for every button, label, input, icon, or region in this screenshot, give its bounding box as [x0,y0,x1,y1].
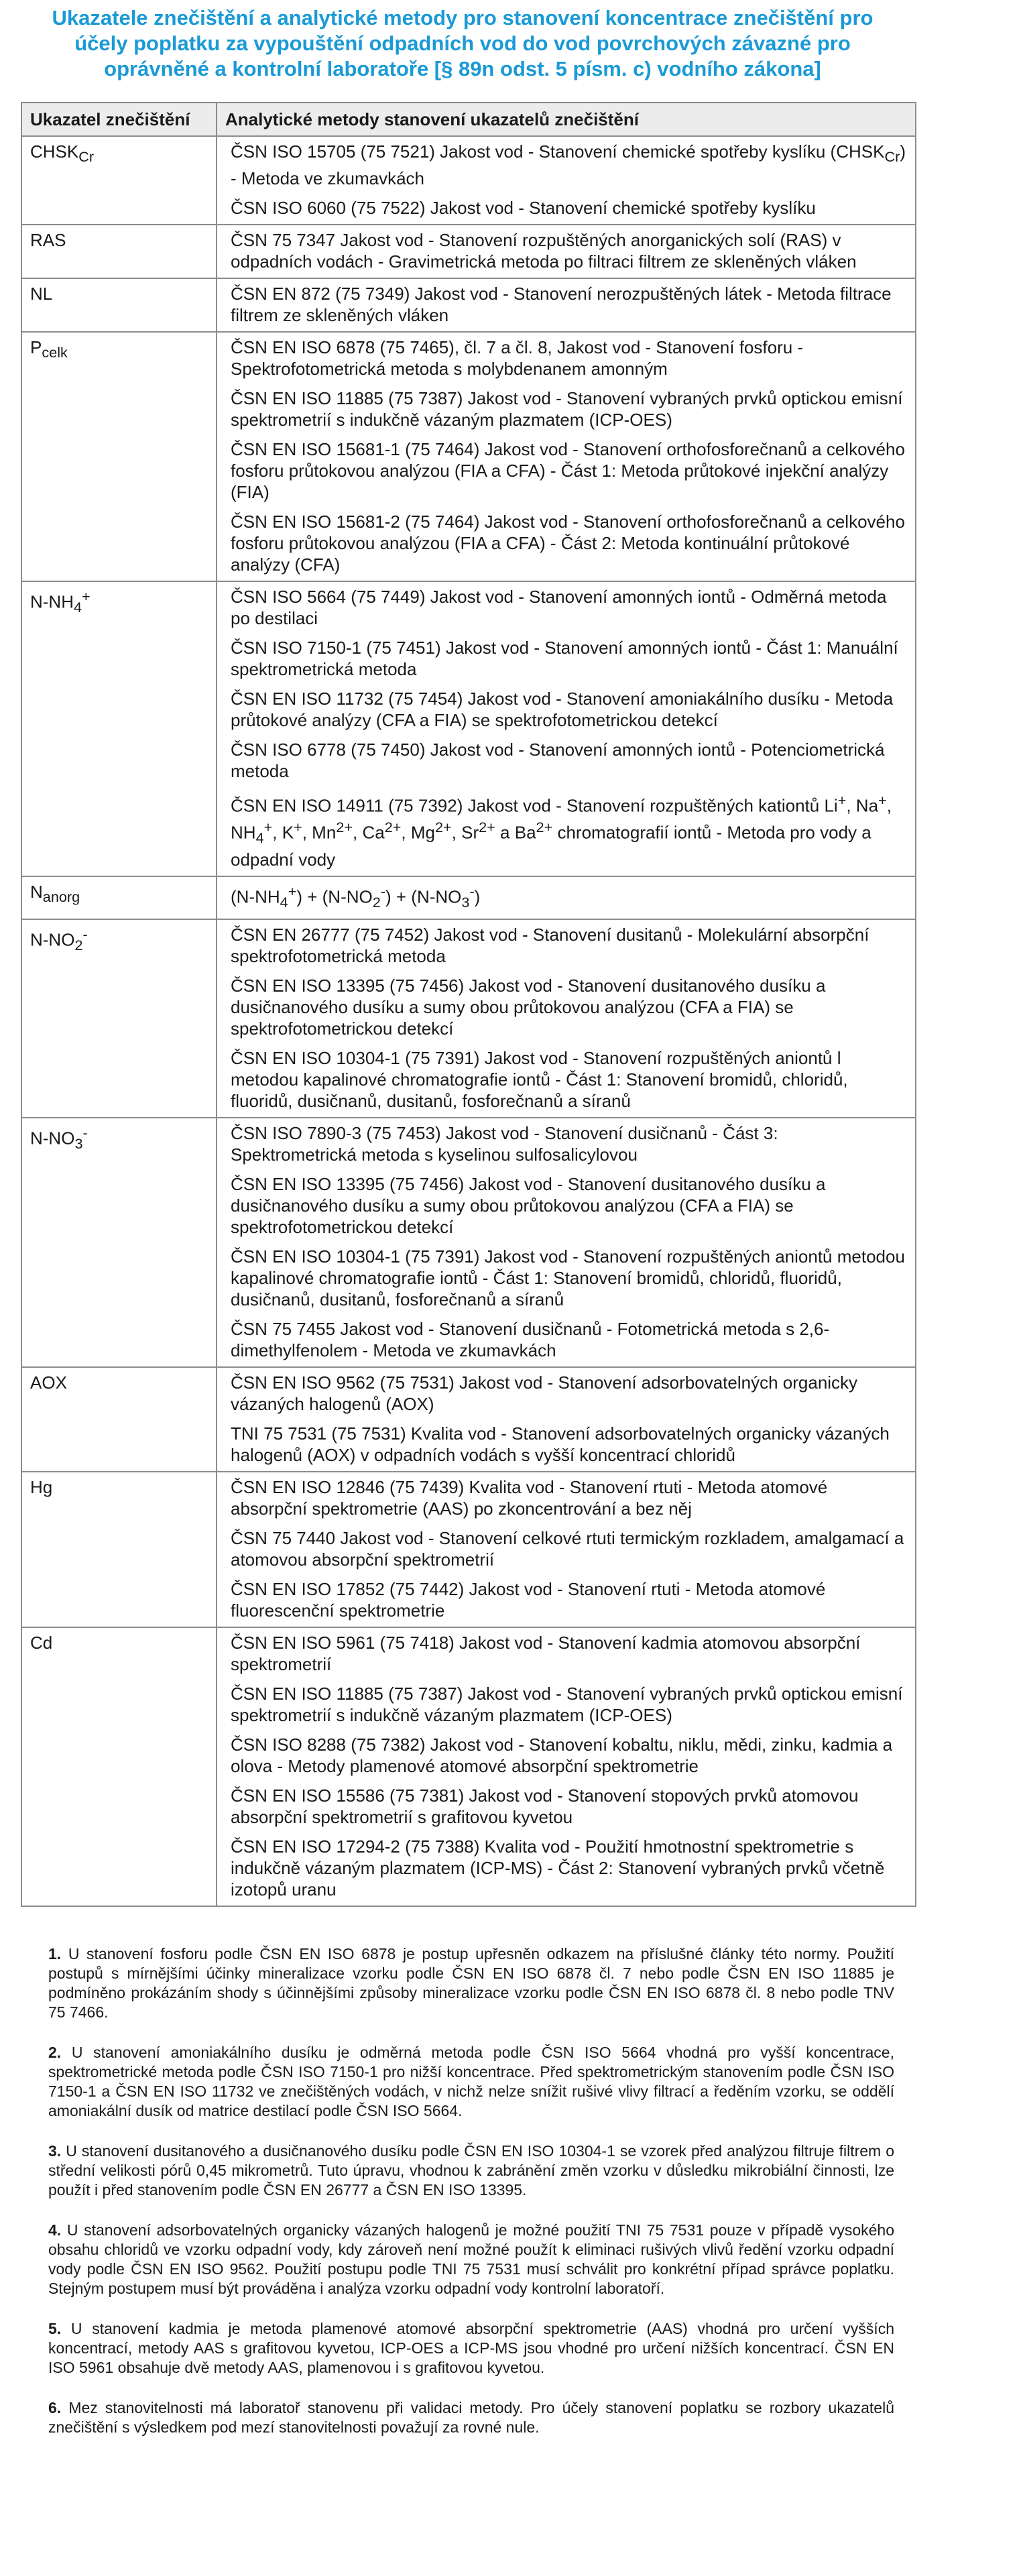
footnote-text: U stanovení amoniakálního dusíku je odměrná metoda podle ČSN ISO 5664 vhodná pro vyšší koncentrace, spektrometrické metoda podle ČSN ISO 7150-1 pro nižší koncentrace. Před spektrometrickým stanovením podle ČSN ISO 7150-1 a ČSN EN ISO 11732 ve znečištěných vodách, v nichž nelze snížit rušivé vlivy filtrací a ředěním vzorku, se oddělí amoniakální dusík od matrice destilací podle ČSN ISO 5664. [48,2044,894,2119]
method-entry: ČSN EN 872 (75 7349) Jakost vod - Stanovení nerozpuštěných látek - Metoda filtrace filtrem ze skleněných vláken [231,284,892,326]
footnotes [48,1944,894,2458]
indicator-cell: $N_{anorg}$ [21,876,217,919]
method-entry: ČSN 75 7347 Jakost vod - Stanovení rozpuštěných anorganických solí (RAS) v odpadních vodách - Gravimetrická metoda po filtraci filtrem ze skleněných vláken [231,230,857,272]
document-title: Ukazatele znečištění a analytické metody pro stanovení koncentrace znečištění pro účely poplatku za vypouštění odpadních vod do vod povrchových závazné pro oprávněné a kontrolní laboratoře [§ 89n odst. 5 písm. c) vodního zákona] [52,6,874,80]
methods-cell [217,1627,916,1906]
footnote [48,2319,894,2378]
method-entry: ČSN EN ISO 11885 (75 7387) Jakost vod - Stanovení vybraných prvků optickou emisní spektrometrií s indukčně vázaným plazmatem (ICP-OES) [231,1683,903,1725]
method-entry: ČSN ISO 6778 (75 7450) Jakost vod - Stanovení amonných iontů - Potenciometrická metoda [231,740,885,782]
table-row [21,225,916,278]
method-entry: ČSN ISO 7890-3 (75 7453) Jakost vod - Stanovení dusičnanů - Část 3: Spektrometrická metoda s kyselinou sulfosalicylovou [231,1122,778,1165]
methods-cell [217,278,916,332]
method-entry: ČSN ISO 7150-1 (75 7451) Jakost vod - Stanovení amonných iontů - Část 1: Manuální spektrometrická metoda [231,638,898,680]
methods-cell [217,1472,916,1627]
methods-table [21,102,916,1907]
table-body [21,136,916,1906]
method-entry: ČSN EN ISO 17294-2 (75 7388) Kvalita vod - Použití hmotnostní spektrometrie s indukčně vázaným plazmatem (ICP-MS) - Část 2: Stanovení vybraných prvků včetně izotopů uranu [231,1836,885,1899]
indicator-cell: NL [21,278,217,332]
method-entry: ČSN EN ISO 13395 (75 7456) Jakost vod - Stanovení dusitanového dusíku a dusičnanového dusíku a sumy obou průtokovou analýzou (CFA a FIA) se spektrofotometrickou detekcí [231,1173,826,1237]
footnote-number: 2. [48,2044,62,2061]
method-entry: ČSN EN ISO 17852 (75 7442) Jakost vod - Stanovení rtuti - Metoda atomové fluorescenční spektrometrie [231,1578,826,1621]
method-entry: ČSN ISO 5664 (75 7449) Jakost vod - Stanovení amonných iontů - Odměrná metoda po destilaci [231,587,887,629]
indicator-cell: $CHSK_{Cr}$ [21,136,217,225]
indicator-cell: Hg [21,1472,217,1627]
method-entry: TNI 75 7531 (75 7531) Kvalita vod - Stanovení adsorbovatelných organicky vázaných halogenů (AOX) v odpadních vodách s vyšší koncentrací chloridů [231,1423,890,1465]
method-entry: ČSN EN ISO 15586 (75 7381) Jakost vod - Stanovení stopových prvků atomovou absorpční spektrometrií s grafitovou kyvetou [231,1785,859,1827]
footnote-text: U stanovení adsorbovatelných organicky vázaných halogenů je možné použití TNI 75 7531 pouze v případě vysokého obsahu chloridů ve vzorku odpadní vody, kdy zároveň není možné použít k eliminaci rušivých vlivů ředění vzorku odpadní vody podle ČSN EN ISO 9562. Použití postupu podle TNI 75 7531 musí schválit pro konkrétní případ správce poplatku. Stejným postupem musí být prováděna i analýza vzorku odpadní vody kontrolní laboratoří. [48,2221,895,2297]
header-methods: Analytické metody stanovení ukazatelů znečištění [217,103,916,136]
methods-cell [217,1367,916,1472]
footnote-text: Mez stanovitelnosti má laboratoř stanovenu při validaci metody. Pro účely stanovení poplatku se rozbory ukazatelů znečištění s výsledkem pod mezí stanovitelnosti považují za rovné nule. [48,2399,894,2436]
footnote [48,1944,894,2022]
methods-cell [217,225,916,278]
method-entry: ČSN EN ISO 14911 (75 7392) Jakost vod - Stanovení rozpuštěných kationtů Li+, Na+, $NH_4^+$, K+, $Mn^{2+}$, $Ca^{2+}$, $Mg^{2+}$, $Sr^{2+}$ a $Ba^{2+}$ chromatografií iontů - Metoda pro vody a odpadní vody [231,792,892,870]
method-entry: ČSN EN ISO 10304-1 (75 7391) Jakost vod - Stanovení rozpuštěných aniontů l metodou kapalinové chromatografie iontů - Část 1: Stanovení bromidů, chloridů, fluoridů, dusičnanů, dusitanů, fosforečnanů a síranů [231,1047,848,1111]
footnote-text: U stanovení fosforu podle ČSN EN ISO 6878 je postup upřesněn odkazem na příslušné články této normy. Použití postupů s mírnějšími účinky mineralizace vzorku podle ČSN EN ISO 6878 čl. 7 nebo podle ČSN EN ISO 11885 je podmíněno prokázáním shody s účinnějšími způsoby mineralizace vzorku podle ČSN EN ISO 6878 čl. 8 nebo podle TNV 75 7466. [48,1945,895,2021]
method-entry: ČSN ISO 6060 (75 7522) Jakost vod - Stanovení chemické spotřeby kyslíku [231,198,816,219]
footnote [48,2043,894,2121]
methods-cell [217,332,916,581]
methods-cell [217,581,916,876]
table-row [21,876,916,919]
method-entry: ČSN 75 7455 Jakost vod - Stanovení dusičnanů - Fotometrická metoda s 2,6-dimethylfenolem - Metoda ve zkumavkách [231,1318,830,1360]
method-entry: ČSN EN ISO 9562 (75 7531) Jakost vod - Stanovení adsorbovatelných organicky vázaných halogenů (AOX) [231,1372,858,1414]
footnote [48,2398,894,2437]
indicator-cell: Cd [21,1627,217,1906]
indicator-cell: $N-NO_3^-$ [21,1118,217,1367]
method-entry: ČSN EN ISO 10304-1 (75 7391) Jakost vod - Stanovení rozpuštěných aniontů metodou kapalinové chromatografie iontů - Část 1: Stanovení bromidů, chloridů, fluoridů, dusičnanů, dusitanů, fosforečnanů a síranů [231,1246,905,1309]
method-entry: ČSN EN ISO 12846 (75 7439) Kvalita vod - Stanovení rtuti - Metoda atomové absorpční spektrometrie (AAS) po zkoncentrování a bez něj [231,1476,828,1519]
indicator-cell: $N-NH_4^+$ [21,581,217,876]
footnote-text: U stanovení kadmia je metoda plamenové atomové absorpční spektrometrie (AAS) vhodná pro určení vyšších koncentrací, metody AAS s grafitovou kyvetou, ICP-OES a ICP-MS jsou vhodné pro určení nižších koncentrací. ČSN EN ISO 5961 obsahuje dvě metody AAS, plamenovou i s grafitovou kyvetou. [48,2320,894,2376]
footnote [48,2221,894,2298]
indicator-cell: AOX [21,1367,217,1472]
footnote-number: 3. [48,2142,62,2160]
methods-cell [217,1118,916,1367]
footnote-text: U stanovení dusitanového a dusičnanového dusíku podle ČSN EN ISO 10304-1 se vzorek před analýzou filtruje filtrem o střední velikosti pórů 0,45 mikrometrů. Tuto úpravu, vhodnou k zabránění změn vzorku v důsledku mikrobiální činnosti, lze použít i před stanovením podle ČSN EN 26777 a ČSN EN ISO 13395. [48,2142,895,2199]
methods-cell [217,136,916,225]
table-row [21,1627,916,1906]
method-entry: ČSN EN ISO 13395 (75 7456) Jakost vod - Stanovení dusitanového dusíku a dusičnanového dusíku a sumy obou průtokovou analýzou (CFA a FIA) se spektrofotometrickou detekcí [231,975,826,1039]
table-row [21,332,916,581]
table-row [21,919,916,1118]
method-entry: ČSN EN ISO 11732 (75 7454) Jakost vod - Stanovení amoniakálního dusíku - Metoda průtokové analýzy (CFA a FIA) se spektrofotometrickou detekcí [231,689,894,731]
table-row [21,1367,916,1472]
footnote-number: 5. [48,2320,62,2337]
indicator-cell: RAS [21,225,217,278]
table-row [21,1472,916,1627]
method-entry: ČSN EN ISO 15681-2 (75 7464) Jakost vod - Stanovení orthofosforečnanů a celkového fosforu průtokovou analýzou (FIA a CFA) - Část 2: Metoda kontinuální průtokové analýzy (CFA) [231,512,905,575]
indicator-cell: $P_{celk}$ [21,332,217,581]
methods-cell [217,876,916,919]
table-header-row [21,103,916,136]
method-entry: ČSN ISO 8288 (75 7382) Jakost vod - Stanovení kobaltu, niklu, mědi, zinku, kadmia a olova - Metody plamenové atomové absorpční spektrometrie [231,1734,893,1776]
table-row [21,278,916,332]
table-row [21,1118,916,1367]
footnote-number: 4. [48,2221,62,2239]
method-entry: ČSN EN ISO 15681-1 (75 7464) Jakost vod - Stanovení orthofosforečnanů a celkového fosforu průtokovou analýzou (FIA a CFA) - Část 1: Metoda průtokové injekční analýzy (FIA) [231,439,905,503]
table-row [21,136,916,225]
method-entry: ČSN EN ISO 5961 (75 7418) Jakost vod - Stanovení kadmia atomovou absorpční spektrometrií [231,1632,861,1674]
indicator-cell: $N-NO_2^-$ [21,919,217,1118]
method-entry: ČSN EN 26777 (75 7452) Jakost vod - Stanovení dusitanů - Molekulární absorpční spektrofotometrická metoda [231,924,869,966]
footnote-number: 6. [48,2399,62,2416]
footnote [48,2142,894,2200]
header-indicator: Ukazatel znečištění [21,103,217,136]
footnote-number: 1. [48,1945,62,1963]
method-entry: ČSN ISO 15705 (75 7521) Jakost vod - Stanovení chemické spotřeby kyslíku $(CHSK_{Cr})$ - Metoda ve zkumavkách [231,141,906,189]
method-entry: $(N-NH_4^+) + (N-NO_2^-) + (N-NO_3^-)$ [231,882,481,911]
table-row [21,581,916,876]
method-entry: ČSN EN ISO 11885 (75 7387) Jakost vod - Stanovení vybraných prvků optickou emisní spektrometrií s indukčně vázaným plazmatem (ICP-OES) [231,388,903,430]
methods-cell [217,919,916,1118]
method-entry: ČSN 75 7440 Jakost vod - Stanovení celkové rtuti termickým rozkladem, amalgamací a atomovou absorpční spektrometrií [231,1527,904,1570]
method-entry: ČSN EN ISO 6878 (75 7465), čl. 7 a čl. 8, Jakost vod - Stanovení fosforu - Spektrofotometrická metoda s molybdenanem amonným [231,337,804,379]
